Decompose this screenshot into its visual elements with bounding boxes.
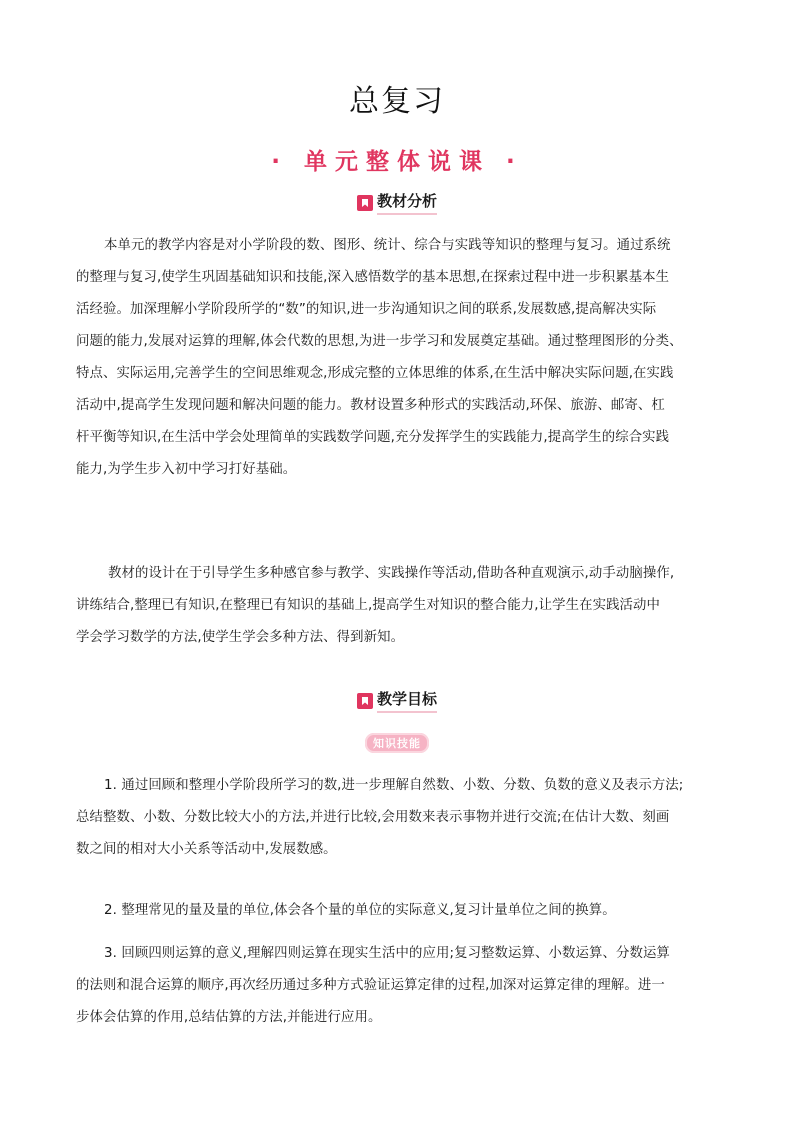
goal-2-paragraph: [76, 895, 718, 927]
text-line: 1. 通过回顾和整理小学阶段所学习的数,进一步理解自然数、小数、分数、负数的意义及表示方法;: [104, 778, 684, 793]
title-dot-right: ·: [506, 149, 523, 175]
unit-title-text: 单元整体说课: [304, 149, 490, 175]
text-line: 教材的设计在于引导学生多种感官参与教学、实践操作等活动,借助各种直观演示,动手动脑操作,: [108, 566, 675, 581]
text-line: 3. 回顾四则运算的意义,理解四则运算在现实生活中的应用;复习整数运算、小数运算、分数运算: [104, 946, 670, 961]
text-line: 学会学习数学的方法,使学生学会多种方法、得到新知。: [76, 630, 405, 645]
goal-3-paragraph: [76, 938, 718, 1034]
text-line: 杆平衡等知识,在生活中学会处理简单的实践数学问题,充分发挥学生的实践能力,提高学生的综合实践: [76, 430, 670, 445]
badge-row: [0, 733, 794, 753]
text-line: 活动中,提高学生发现问题和解决问题的能力。教材设置多种形式的实践活动,环保、旅游、邮寄、杠: [76, 398, 665, 413]
text-line: 本单元的教学内容是对小学阶段的数、图形、统计、综合与实践等知识的整理与复习。通过系统: [104, 238, 671, 253]
title-dot-left: ·: [271, 149, 288, 175]
text-line: 问题的能力,发展对运算的理解,体会代数的思想,为进一步学习和发展奠定基础。通过整理图形的分类、: [76, 334, 683, 349]
text-line: 的整理与复习,使学生巩固基础知识和技能,深入感悟数学的基本思想,在探索过程中进一步积累基本生: [76, 270, 670, 285]
goal-1-paragraph: [76, 770, 718, 866]
text-line: 总结整数、小数、分数比较大小的方法,并进行比较,会用数来表示事物并进行交流;在估计大数、刻画: [76, 810, 670, 825]
unit-title: [0, 143, 794, 176]
material-analysis-paragraph-2: [76, 558, 718, 654]
section-label: 教学目标: [377, 688, 437, 713]
page-title: 总复习: [349, 84, 445, 119]
section-heading-teaching-goals: [0, 688, 794, 713]
text-line: 数之间的相对大小关系等活动中,发展数感。: [76, 842, 337, 857]
text-line: 讲练结合,整理已有知识,在整理已有知识的基础上,提高学生对知识的整合能力,让学生在实践活动中: [76, 598, 661, 613]
text-line: 2. 整理常见的量及量的单位,体会各个量的单位的实际意义,复习计量单位之间的换算。: [104, 903, 616, 918]
text-line: 活经验。加深理解小学阶段所学的“数”的知识,进一步沟通知识之间的联系,发展数感,提高解决实际: [76, 302, 657, 317]
material-analysis-paragraph-1: [76, 230, 718, 486]
bookmark-arrow-icon: [357, 693, 373, 709]
section-label: 教材分析: [377, 190, 437, 215]
bookmark-arrow-icon: [357, 195, 373, 211]
text-line: 步体会估算的作用,总结估算的方法,并能进行应用。: [76, 1010, 382, 1025]
knowledge-skills-badge: 知识技能: [365, 733, 429, 753]
text-line: 能力,为学生步入初中学习打好基础。: [76, 462, 297, 477]
text-line: 的法则和混合运算的顺序,再次经历通过多种方式验证运算定律的过程,加深对运算定律的理解。进一: [76, 978, 665, 993]
section-heading-material-analysis: [0, 190, 794, 215]
text-line: 特点、实际运用,完善学生的空间思维观念,形成完整的立体思维的体系,在生活中解决实际问题,在实践: [76, 366, 674, 381]
